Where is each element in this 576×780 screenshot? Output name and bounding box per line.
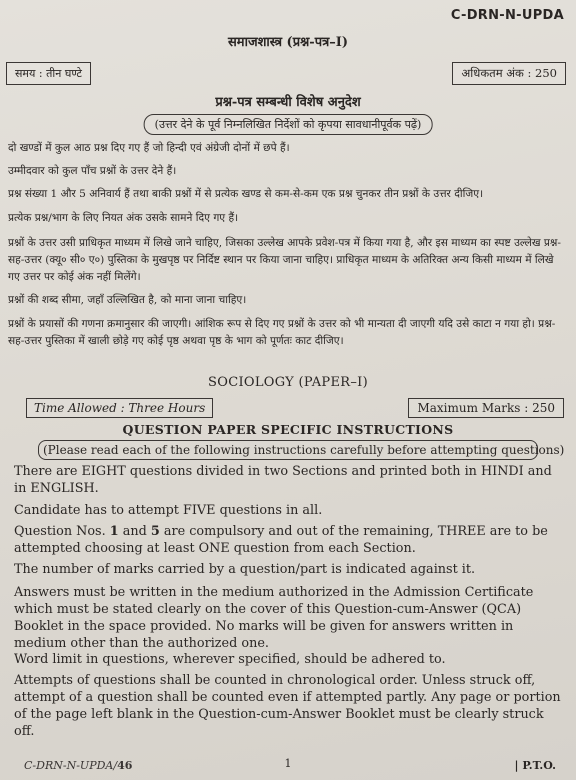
- english-instruction-7: Attempts of questions shall be counted in chronological order. Unless struck off, attempt of a question shall be counted even if attempted partly. Any page or portion of the page left blank in the Question-cum-Answer Booklet must be clearly struck off.: [14, 673, 561, 739]
- hindi-instructions-subheading: (उत्तर देने के पूर्व निम्नलिखित निर्देशों को कृपया सावधानीपूर्वक पढ़ें): [144, 114, 433, 135]
- paper-code: C-DRN-N-UPDA: [450, 8, 564, 23]
- english-instruction-4: The number of marks carried by a question/part is indicated against it.: [14, 562, 476, 577]
- english-instruction-5: Answers must be written in the medium authorized in the Admission Certificate which must be stated clearly on the cover of this Question-cum-Answer (QCA) Booklet in the space provided. No marks will be given for answers written in medium other than the authorized one.: [14, 585, 534, 651]
- hindi-instruction-1: दो खण्डों में कुल आठ प्रश्न दिए गए हैं जो हिन्दी एवं अंग्रेजी दोनों में छपे हैं।: [8, 142, 290, 154]
- english-paper-title: SOCIOLOGY (PAPER–I): [208, 375, 368, 390]
- english-instruction-2: Candidate has to attempt FIVE questions in all.: [14, 503, 323, 518]
- hindi-instruction-2: उम्मीदवार को कुल पाँच प्रश्नों के उत्तर देने हैं।: [8, 165, 177, 177]
- footer-pto: | P.T.O.: [514, 759, 556, 772]
- hindi-instruction-7: प्रश्नों के प्रयासों की गणना क्रमानुसार की जाएगी। आंशिक रूप से दिए गए प्रश्नों के उत्तर को भी मान्यता दी जाएगी यदि उसे काटा न गया हो। प्रश्न-सह-उत्तर पुस्तिका में खाली छोड़े गए कोई पृष्ठ अथवा पृष्ठ के भाग को पूर्णतः काट दीजिए।: [8, 318, 556, 347]
- hindi-instructions-heading: प्रश्न-पत्र सम्बन्धी विशेष अनुदेश: [215, 95, 361, 110]
- english-instruction-6: Word limit in questions, wherever specified, should be adhered to.: [14, 652, 446, 667]
- footer-page-number: 1: [284, 757, 292, 770]
- english-instructions-subheading: (Please read each of the following instructions carefully before attempting questions): [38, 440, 538, 460]
- footer-paper-code: C-DRN-N-UPDA/46: [24, 759, 133, 772]
- hindi-marks-box: अधिकतम अंक : 250: [452, 62, 566, 85]
- english-marks-box: Maximum Marks : 250: [408, 398, 564, 418]
- hindi-time-box: समय : तीन घण्टे: [6, 62, 91, 85]
- hindi-instruction-5: प्रश्नों के उत्तर उसी प्राधिकृत माध्यम में लिखे जाने चाहिए, जिसका उल्लेख आपके प्रवेश-पत्र में किया गया है, और इस माध्यम का स्पष्ट उल्लेख प्रश्न-सह-उत्तर (क्यू० सी० ए०) पुस्तिका के मुखपृष्ठ पर निर्दिष्ट स्थान पर किया जाना चाहिए। प्राधिकृत माध्यम के अतिरिक्त अन्य किसी माध्यम में लिखे गए उत्तर पर कोई अंक नहीं मिलेंगे।: [8, 237, 561, 283]
- hindi-instruction-3: प्रश्न संख्या 1 और 5 अनिवार्य हैं तथा बाकी प्रश्नों में से प्रत्येक खण्ड से कम-से-कम एक प्रश्न चुनकर तीन प्रश्नों के उत्तर दीजिए।: [8, 188, 484, 200]
- hindi-instruction-6: प्रश्नों की शब्द सीमा, जहाँ उल्लिखित है, को माना जाना चाहिए।: [8, 294, 247, 306]
- hindi-paper-title: समाजशास्त्र (प्रश्न-पत्र–I): [228, 35, 348, 50]
- english-time-box: Time Allowed : Three Hours: [26, 398, 213, 418]
- hindi-instruction-4: प्रत्येक प्रश्न/भाग के लिए नियत अंक उसके सामने दिए गए हैं।: [8, 212, 239, 224]
- english-instruction-3: Question Nos. 1 and 5 are compulsory and out of the remaining, THREE are to be attempted choosing at least ONE question from each Section.: [14, 524, 548, 556]
- english-instruction-1: There are EIGHT questions divided in two Sections and printed both in HINDI and in ENGLISH.: [14, 464, 552, 496]
- english-instructions-heading: QUESTION PAPER SPECIFIC INSTRUCTIONS: [122, 422, 454, 437]
